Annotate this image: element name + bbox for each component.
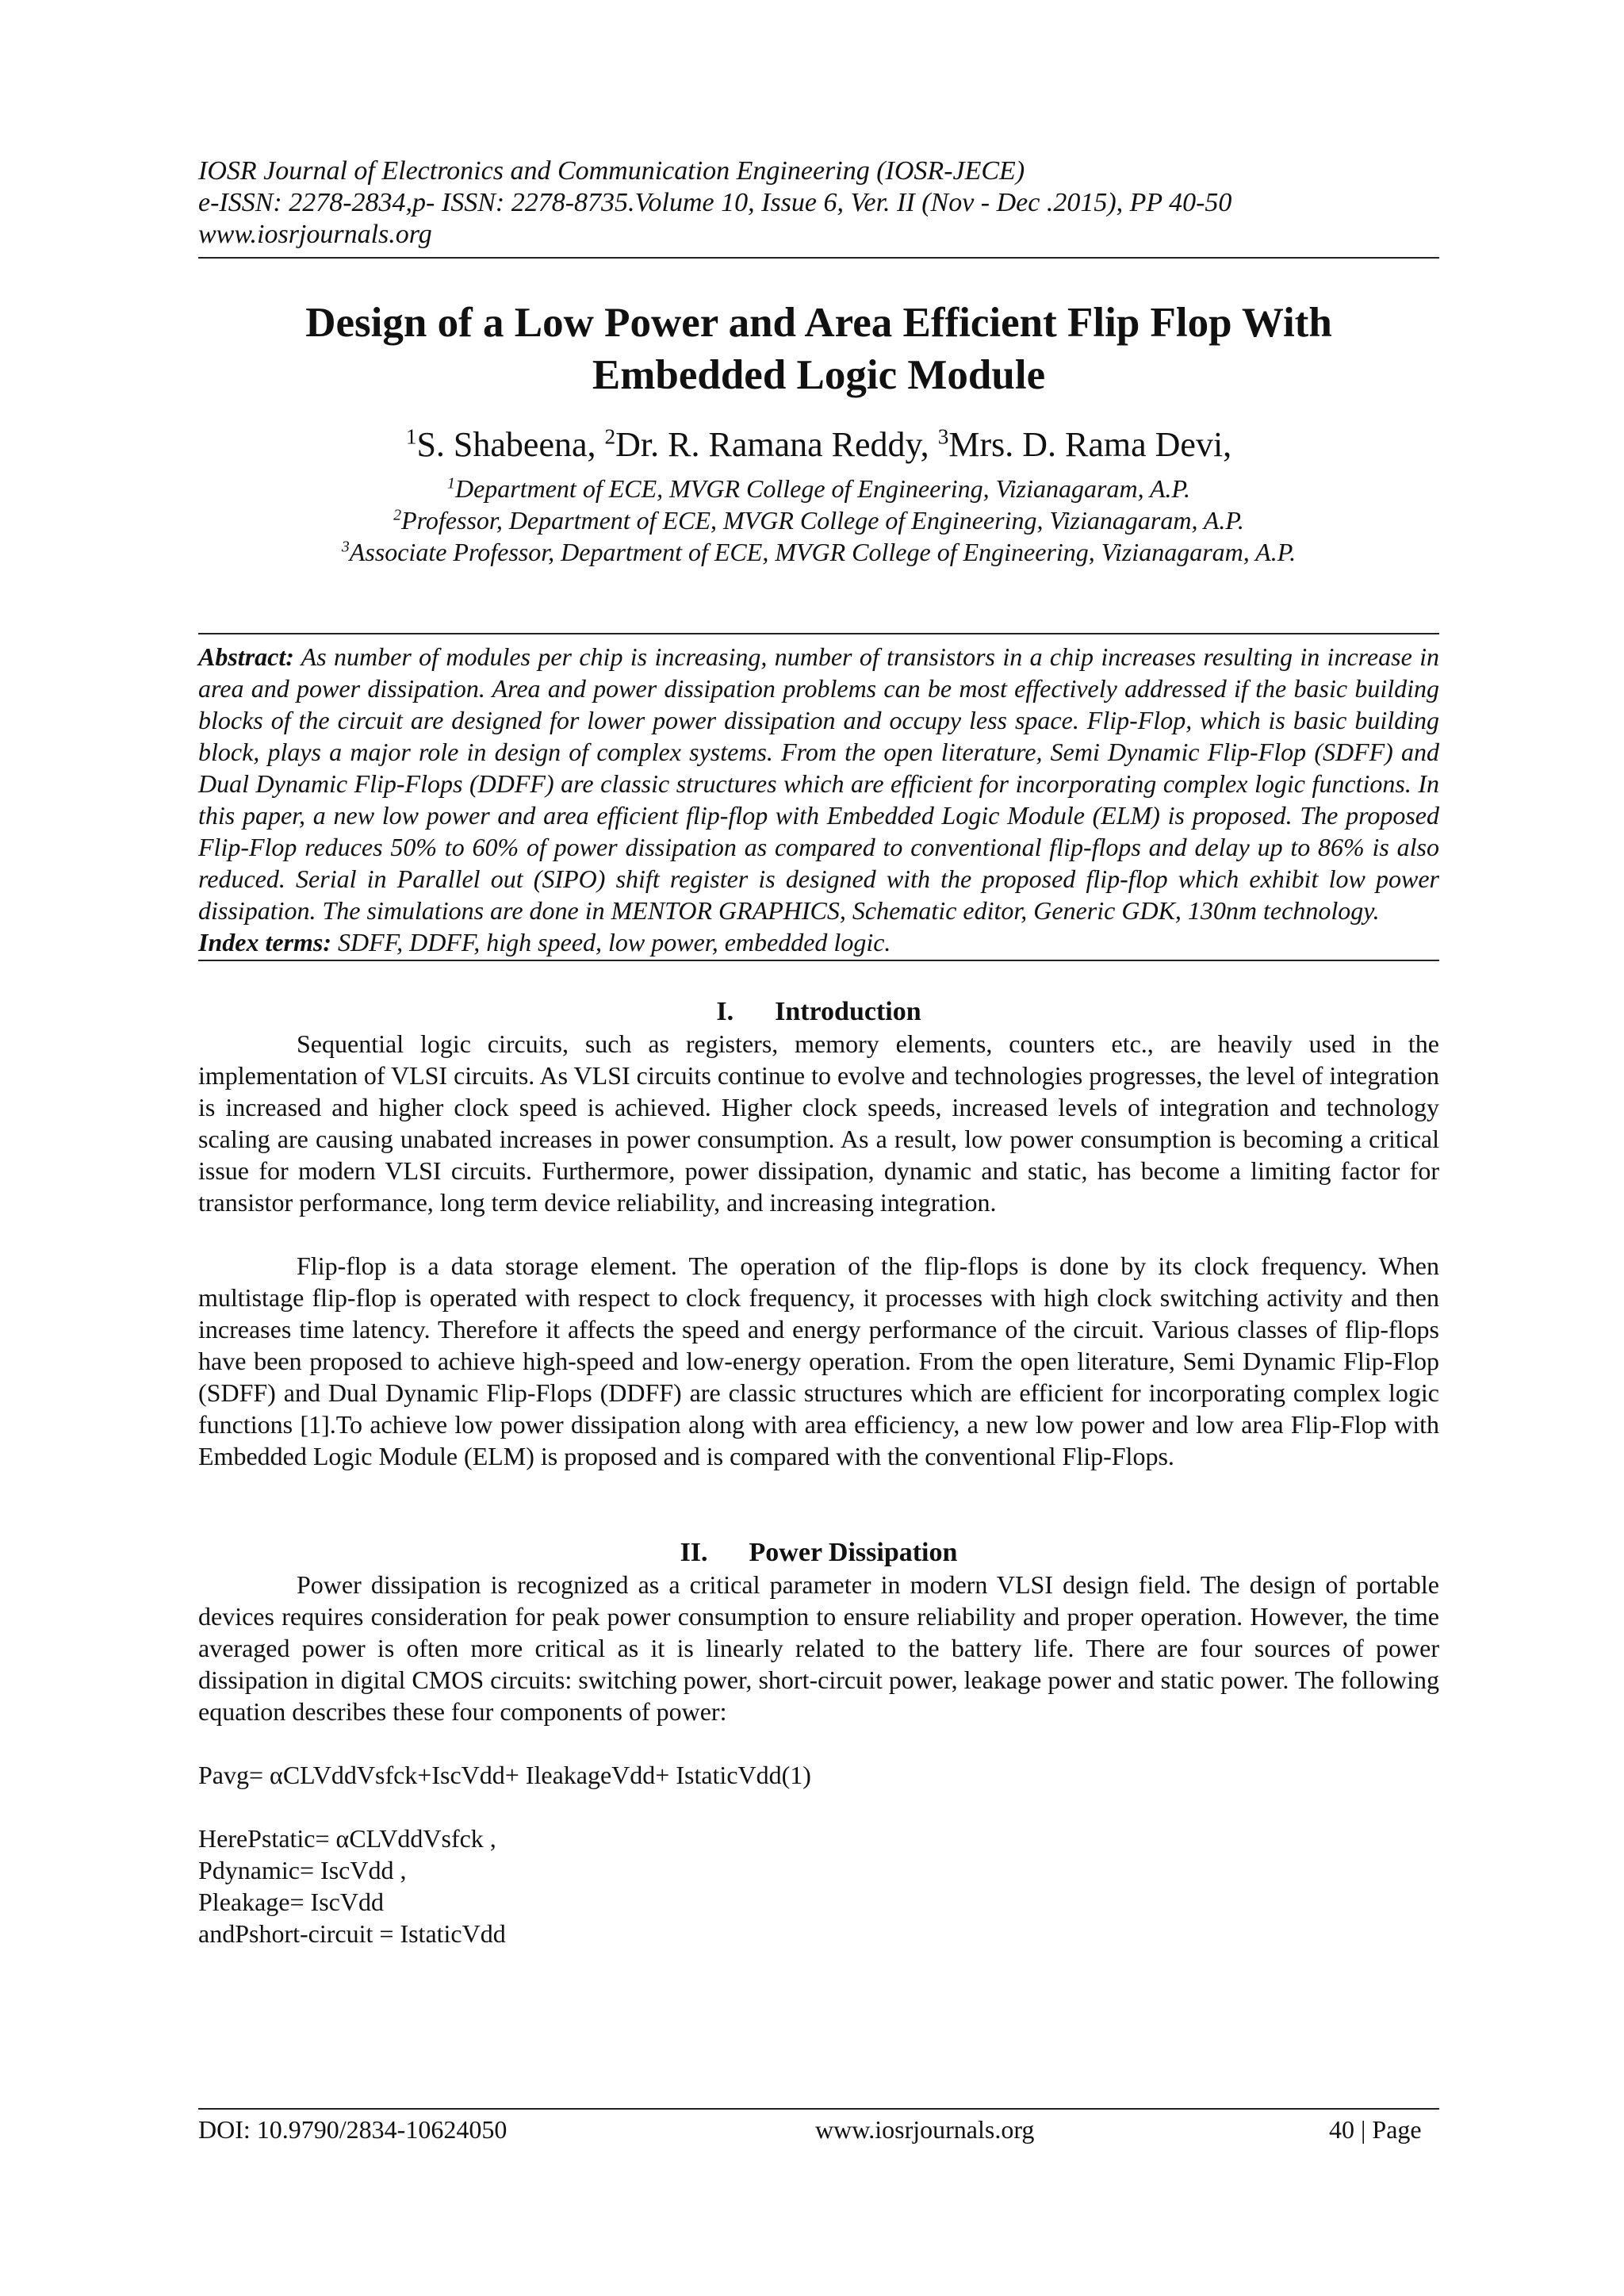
section-1-paragraph-1: Sequential logic circuits, such as registers, memory elements, counters etc., are heavily used in the implementation of VLSI circuits. As VLSI circuits continue to evolve and technologies progresses, the level of integration is increased and higher clock speed is achieved. Higher clock speeds, increased levels of integration and technology scaling are causing unabated increases in power consumption. As a result, low power consumption is becoming a critical issue for modern VLSI circuits. Furthermore, power dissipation, dynamic and static, has become a limiting factor for transistor performance, long term device reliability, and increasing integration. [198,1029,1439,1217]
affiliation-3 [198,536,1439,568]
section-1-heading [198,996,1439,1028]
section-1-number: I. [716,997,734,1026]
index-terms [198,926,1439,958]
author-3-name: Mrs. D. Rama Devi, [948,425,1232,464]
abstract-bottom-rule [198,960,1439,961]
section-1-paragraph-2: Flip-flop is a data storage element. The operation of the flip-flops is done by its clock frequency. When multistage flip-flop is operated with respect to clock frequency, it processes with high clock switching activity and then increases time latency. Therefore it affects the speed and energy performance of the circuit. Various classes of flip-flops have been proposed to achieve high-speed and low-energy operation. From the open literature, Semi Dynamic Flip-Flop (SDFF) and Dual Dynamic Flip-Flops (DDFF) are classic structures which are efficient for incorporating complex logic functions [1].To achieve low power dissipation along with area efficiency, a new low power and low area Flip-Flop with Embedded Logic Module (ELM) is proposed and is compared with the conventional Flip-Flops. [198,1251,1439,1470]
abstract-text: As number of modules per chip is increasing, number of transistors in a chip increases resulting in increase in area and power dissipation. Area and power dissipation problems can be most effectively addressed if the basic building blocks of the circuit are designed for lower power dissipation and occupy less space. Flip-Flop, which is basic building block, plays a major role in design of complex systems. From the open literature, Semi Dynamic Flip-Flop (SDFF) and Dual Dynamic Flip-Flops (DDFF) are classic structures which are efficient for incorporating complex logic functions. In this paper, a new low power and area efficient flip-flop with Embedded Logic Module (ELM) is proposed. The proposed Flip-Flop reduces 50% to 60% of power dissipation as compared to conventional flip-flops and delay up to 86% is also reduced. Serial in Parallel out (SIPO) shift register is designed with the proposed flip-flop which exhibit low power dissipation. The simulations are done in MENTOR GRAPHICS, Schematic editor, Generic GDK, 130nm technology. [198,642,1439,925]
footer-page-number: 40 | Page [1329,2115,1422,2144]
journal-name: IOSR Journal of Electronics and Communication Engineering (IOSR-JECE) [198,156,1025,186]
author-1-name: S. Shabeena, [416,425,605,464]
definition-short-circuit: andPshort-circuit = IstaticVdd [198,1919,506,1948]
paper-title [198,297,1439,401]
abstract-label: Abstract: [198,642,294,671]
author-list [198,424,1439,466]
power-equation: Pavg= αCLVddVsfck+IscVdd+ IleakageVdd+ IstaticVdd(1) [198,1761,811,1789]
title-line-1: Design of a Low Power and Area Efficient Flip Flop With [305,300,1332,346]
affiliation-3-marker: 3 [341,538,350,556]
title-line-2: Embedded Logic Module [592,352,1046,398]
journal-header [198,155,1435,251]
definition-leakage: Pleakage= IscVdd [198,1888,384,1916]
author-2-marker: 2 [604,424,616,449]
section-2-paragraph: Power dissipation is recognized as a critical parameter in modern VLSI design field. The design of portable devices requires consideration for peak power consumption to ensure reliability and proper operation. However, the time averaged power is often more critical as it is linearly related to the battery life. There are four sources of power dissipation in digital CMOS circuits: switching power, short-circuit power, leakage power and static power. The following equation describes these four components of power: [198,1570,1439,1726]
affiliation-3-text: Associate Professor, Department of ECE, MVGR College of Engineering, Vizianagaram, A.P. [349,538,1297,566]
author-1-marker: 1 [405,424,417,449]
journal-website: www.iosrjournals.org [198,220,432,249]
section-1-title: Introduction [775,997,921,1026]
section-2-number: II. [680,1538,708,1567]
affiliation-1-text: Department of ECE, MVGR College of Engineering, Vizianagaram, A.P. [454,474,1190,503]
index-terms-text: SDFF, DDFF, high speed, low power, embedded logic. [338,928,891,956]
journal-issn: e-ISSN: 2278-2834,p- ISSN: 2278-8735.Volume 10, Issue 6, Ver. II (Nov - Dec .2015), PP 40-50 [198,188,1232,217]
affiliation-2-marker: 2 [393,506,402,524]
index-terms-label: Index terms: [198,928,331,956]
footer-rule [198,2108,1439,2110]
footer-website: www.iosrjournals.org [815,2115,1035,2144]
footer-doi: DOI: 10.9790/2834-10624050 [198,2115,508,2144]
header-rule [198,257,1439,259]
affiliation-2-text: Professor, Department of ECE, MVGR College of Engineering, Vizianagaram, A.P. [401,506,1244,535]
abstract [198,641,1439,926]
definition-static: HerePstatic= αCLVddVsfck , [198,1824,496,1853]
section-2-heading [198,1537,1439,1569]
affiliation-2 [198,504,1439,536]
definition-dynamic: Pdynamic= IscVdd , [198,1856,407,1884]
author-2-name: Dr. R. Ramana Reddy, [615,425,938,464]
section-2-title: Power Dissipation [749,1538,958,1567]
affiliation-1-marker: 1 [447,474,455,493]
affiliation-list [198,473,1439,568]
abstract-top-rule [198,633,1439,634]
author-3-marker: 3 [937,424,949,449]
affiliation-1 [198,473,1439,504]
